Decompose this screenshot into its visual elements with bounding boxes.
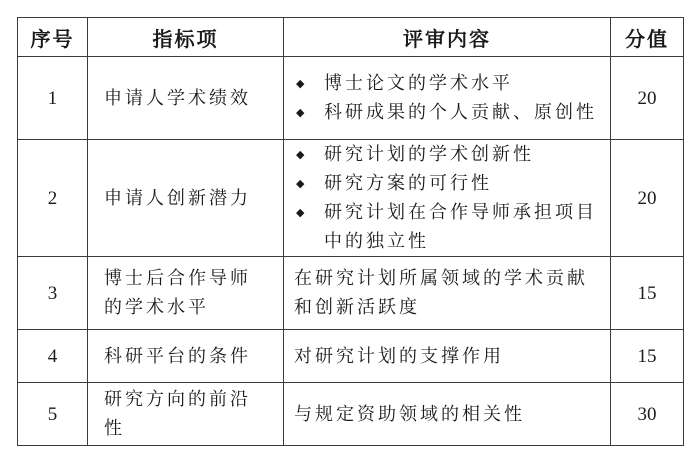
content-bullet-list xyxy=(294,69,600,127)
evaluation-table xyxy=(17,17,684,446)
row-index: 3 xyxy=(18,257,88,330)
row-content: 与规定资助领域的相关性 xyxy=(284,383,611,446)
row-content: 对研究计划的支撑作用 xyxy=(284,330,611,383)
row-indicator: 科研平台的条件 xyxy=(88,330,284,383)
row-content: 在研究计划所属领域的学术贡献和创新活跃度 xyxy=(284,257,611,330)
diamond-bullet-icon: ◆ xyxy=(296,106,308,119)
row-index: 5 xyxy=(18,383,88,446)
list-item xyxy=(294,98,600,127)
header-indicator: 指标项 xyxy=(88,18,284,57)
row-indicator: 博士后合作导师的学术水平 xyxy=(88,257,284,330)
row-score: 20 xyxy=(611,140,684,257)
bullet-text: 研究计划在合作导师承担项目中的独立性 xyxy=(324,202,597,252)
list-item xyxy=(294,169,600,198)
header-index: 序号 xyxy=(18,18,88,57)
row-indicator: 申请人学术绩效 xyxy=(88,57,284,140)
diamond-bullet-icon: ◆ xyxy=(296,177,308,190)
row-index: 1 xyxy=(18,57,88,140)
row-content xyxy=(284,57,611,140)
bullet-text: 研究方案的可行性 xyxy=(324,173,492,194)
row-index: 4 xyxy=(18,330,88,383)
content-bullet-list xyxy=(294,140,600,256)
row-score: 15 xyxy=(611,257,684,330)
row-index: 2 xyxy=(18,140,88,257)
row-indicator: 研究方向的前沿性 xyxy=(88,383,284,446)
diamond-bullet-icon: ◆ xyxy=(296,206,308,219)
table-row xyxy=(18,257,684,330)
table-row xyxy=(18,140,684,257)
header-content: 评审内容 xyxy=(284,18,611,57)
row-score: 30 xyxy=(611,383,684,446)
diamond-bullet-icon: ◆ xyxy=(296,148,308,161)
bullet-text: 研究计划的学术创新性 xyxy=(324,144,534,165)
row-content xyxy=(284,140,611,257)
bullet-text: 博士论文的学术水平 xyxy=(324,73,513,94)
row-score: 20 xyxy=(611,57,684,140)
table-row xyxy=(18,330,684,383)
diamond-bullet-icon: ◆ xyxy=(296,77,308,90)
list-item xyxy=(294,198,600,256)
header-score: 分值 xyxy=(611,18,684,57)
row-indicator: 申请人创新潜力 xyxy=(88,140,284,257)
table-row xyxy=(18,57,684,140)
list-item xyxy=(294,69,600,98)
bullet-text: 科研成果的个人贡献、原创性 xyxy=(324,102,597,123)
header-row xyxy=(18,18,684,57)
row-score: 15 xyxy=(611,330,684,383)
list-item xyxy=(294,140,600,169)
table-row xyxy=(18,383,684,446)
